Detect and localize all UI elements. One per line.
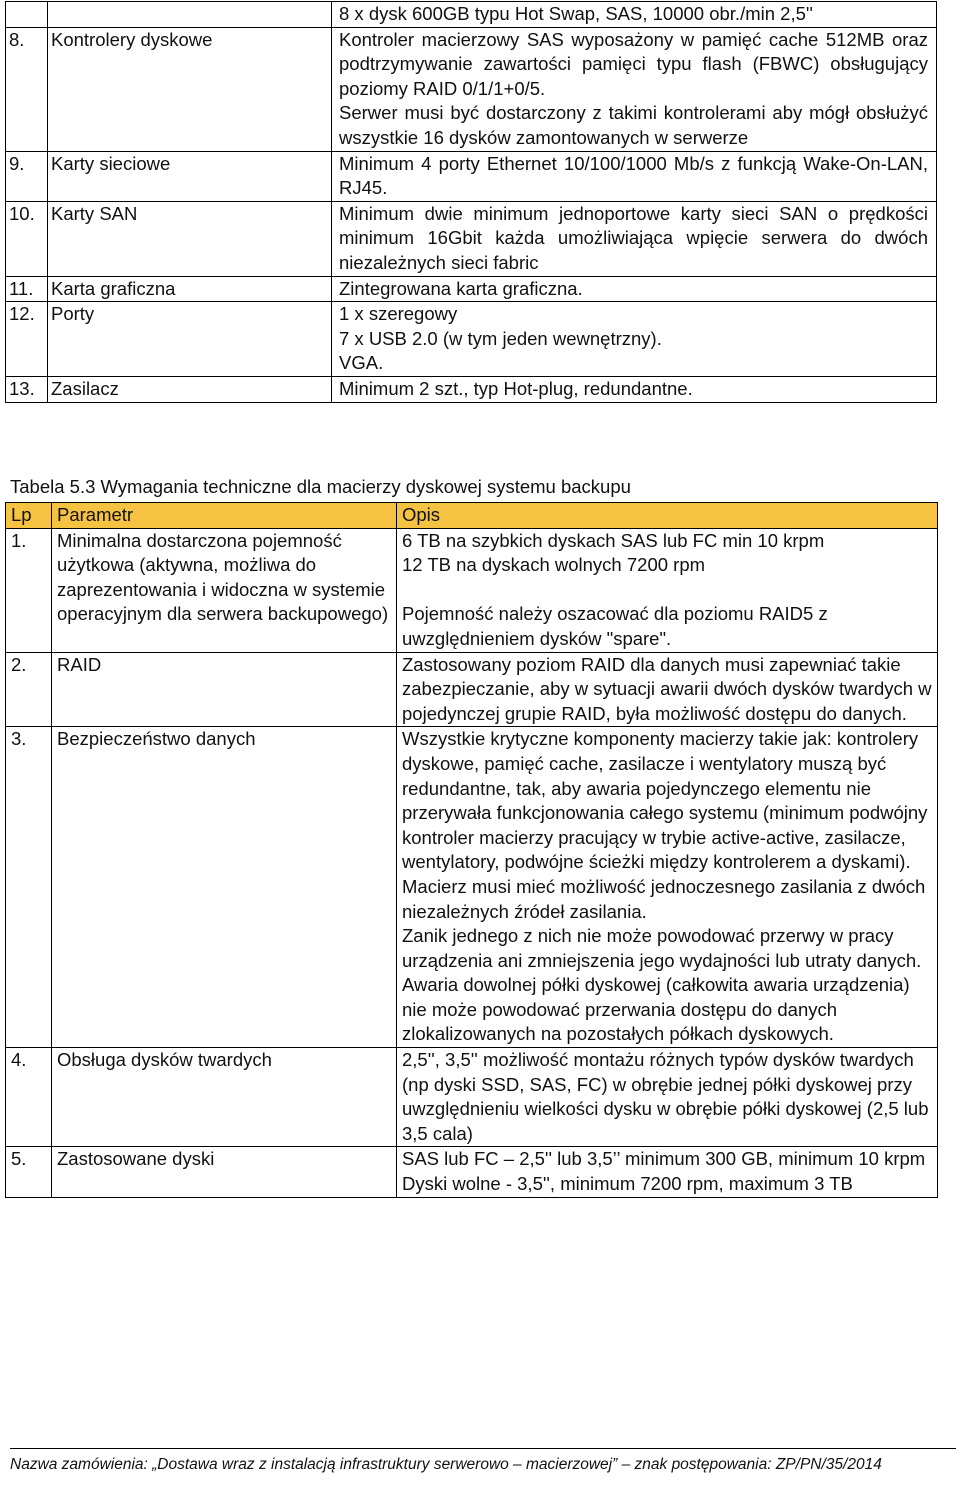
- row-description: [397, 528, 938, 652]
- description-line: 6 TB na szybkich dyskach SAS lub FC min 10 krpm: [402, 529, 825, 551]
- row-description: [332, 2, 937, 28]
- row-number: 3.: [6, 727, 52, 1048]
- footer-divider: [10, 1448, 956, 1449]
- table-row: [6, 276, 937, 302]
- row-parameter: Minimalna dostarczona pojemność użytkowa (aktywna, możliwa do zaprezentowania i widoczna w systemie operacyjnym dla serwera backupowego): [52, 528, 397, 652]
- row-parameter: [48, 2, 332, 28]
- table-row: [6, 727, 938, 1048]
- description-line: 1 x szeregowy: [339, 303, 458, 325]
- table-row: [6, 302, 937, 377]
- row-number: [6, 2, 48, 28]
- description-line: Zanik jednego z nich nie może powodować przerwy w pracy urządzenia ani zmniejszenia jego wydajności lub utraty danych.: [402, 925, 922, 971]
- header-lp: Lp: [6, 503, 52, 529]
- row-description: [332, 376, 937, 402]
- row-description: [332, 302, 937, 377]
- description-line: [402, 578, 934, 603]
- row-parameter: Karty SAN: [48, 201, 332, 276]
- description-line: Wszystkie krytyczne komponenty macierzy takie jak: kontrolery dyskowe, pamięć cache, zasilacze i wentylatory muszą być redundantne, tak, aby awaria pojedynczego elementu nie przerywała funkcjonowania całego systemu (minimum podwójny kontroler macierzy pracujący w trybie active-active, zasilacze, wentylatory, podwójne ścieżki między kontrolerem a dyskami).: [402, 728, 928, 873]
- description-line: Minimum 2 szt., typ Hot-plug, redundantne.: [339, 377, 693, 399]
- description-line: Macierz musi mieć możliwość jednoczesnego zasilania z dwóch niezależnych źródeł zasilania.: [402, 875, 926, 922]
- description-line: VGA.: [339, 352, 384, 374]
- table-row: [6, 528, 938, 652]
- row-parameter: Karty sieciowe: [48, 151, 332, 201]
- row-parameter: Obsługa dysków twardych: [52, 1048, 397, 1147]
- row-description: [332, 201, 937, 276]
- row-description: [332, 276, 937, 302]
- row-number: 11.: [6, 276, 48, 302]
- description-line: Pojemność należy oszacować dla poziomu RAID5 z uwzględnieniem dysków "spare".: [402, 603, 828, 649]
- description-line: 8 x dysk 600GB typu Hot Swap, SAS, 10000 obr./min 2,5'': [339, 3, 813, 24]
- header-parameter: Parametr: [52, 503, 397, 529]
- row-number: 4.: [6, 1048, 52, 1147]
- description-line: Dyski wolne - 3,5'', minimum 7200 rpm, maximum 3 TB: [402, 1173, 853, 1195]
- row-description: [397, 1147, 938, 1197]
- description-line: 12 TB na dyskach wolnych 7200 rpm: [402, 554, 706, 576]
- description-line: 2,5'', 3,5'' możliwość montażu różnych typów dysków twardych (np dyski SSD, SAS, FC) w obrębie jednej półki dyskowej przy uwzględnieniu wielkości dysku w obrębie półki dyskowej (2,5 lub 3,5 cala): [402, 1049, 929, 1144]
- description-line: Zastosowany poziom RAID dla danych musi zapewniać takie zabezpieczanie, aby w sytuacji awarii dwóch dysków twardych w pojedynczej grupie RAID, była możliwość dostępu do danych.: [402, 653, 932, 724]
- header-description: Opis: [397, 503, 938, 529]
- row-description: [397, 1048, 938, 1147]
- table-header-row: [6, 503, 938, 529]
- table-row: [6, 2, 937, 28]
- requirements-table-continued: [5, 1, 937, 403]
- table-row: [6, 201, 937, 276]
- description-line: Minimum 4 porty Ethernet 10/100/1000 Mb/s z funkcją Wake-On-LAN, RJ45.: [339, 152, 928, 199]
- row-parameter: Porty: [48, 302, 332, 377]
- row-number: 1.: [6, 528, 52, 652]
- row-parameter: Bezpieczeństwo danych: [52, 727, 397, 1048]
- table-row: [6, 27, 937, 151]
- row-parameter: Karta graficzna: [48, 276, 332, 302]
- row-parameter: Kontrolery dyskowe: [48, 27, 332, 151]
- row-parameter: Zastosowane dyski: [52, 1147, 397, 1197]
- description-line: Zintegrowana karta graficzna.: [339, 277, 583, 299]
- description-line: 7 x USB 2.0 (w tym jeden wewnętrzny).: [339, 327, 662, 349]
- row-parameter: Zasilacz: [48, 376, 332, 402]
- page-footer: Nazwa zamówienia: „Dostawa wraz z instalacją infrastruktury serwerowo – macierzowej” – znak postępowania: ZP/PN/35/2014: [10, 1456, 882, 1473]
- row-number: 8.: [6, 27, 48, 151]
- table-row: [6, 652, 938, 727]
- table-row: [6, 1147, 938, 1197]
- row-description: [397, 727, 938, 1048]
- row-number: 2.: [6, 652, 52, 727]
- description-line: Kontroler macierzowy SAS wyposażony w pamięć cache 512MB oraz podtrzymywanie zawartości pamięci typu flash (FBWC) obsługujący poziomy RAID 0/1/1+0/5.: [339, 28, 928, 99]
- description-line: SAS lub FC – 2,5'' lub 3,5’’ minimum 300 GB, minimum 10 krpm: [402, 1148, 926, 1170]
- table-caption: Tabela 5.3 Wymagania techniczne dla macierzy dyskowej systemu backupu: [10, 476, 631, 497]
- table-row: [6, 151, 937, 201]
- row-number: 10.: [6, 201, 48, 276]
- row-parameter: RAID: [52, 652, 397, 727]
- row-number: 12.: [6, 302, 48, 377]
- row-description: [332, 27, 937, 151]
- row-description: [332, 151, 937, 201]
- table-row: [6, 376, 937, 402]
- backup-storage-requirements-table: [5, 502, 938, 1198]
- row-number: 9.: [6, 151, 48, 201]
- row-description: [397, 652, 938, 727]
- row-number: 13.: [6, 376, 48, 402]
- description-line: Serwer musi być dostarczony z takimi kontrolerami aby mógł obsłużyć wszystkie 16 dysków zamontowanych w serwerze: [339, 102, 928, 148]
- table-row: [6, 1048, 938, 1147]
- description-line: Awaria dowolnej półki dyskowej (całkowita awaria urządzenia) nie może powodować przerwania dostępu do danych zlokalizowanych na pozostałych półkach dyskowych.: [402, 974, 910, 1045]
- row-number: 5.: [6, 1147, 52, 1197]
- description-line: Minimum dwie minimum jednoportowe karty sieci SAN o prędkości minimum 16Gbit każda umożliwiająca wpięcie serwera do dwóch niezależnych sieci fabric: [339, 202, 928, 273]
